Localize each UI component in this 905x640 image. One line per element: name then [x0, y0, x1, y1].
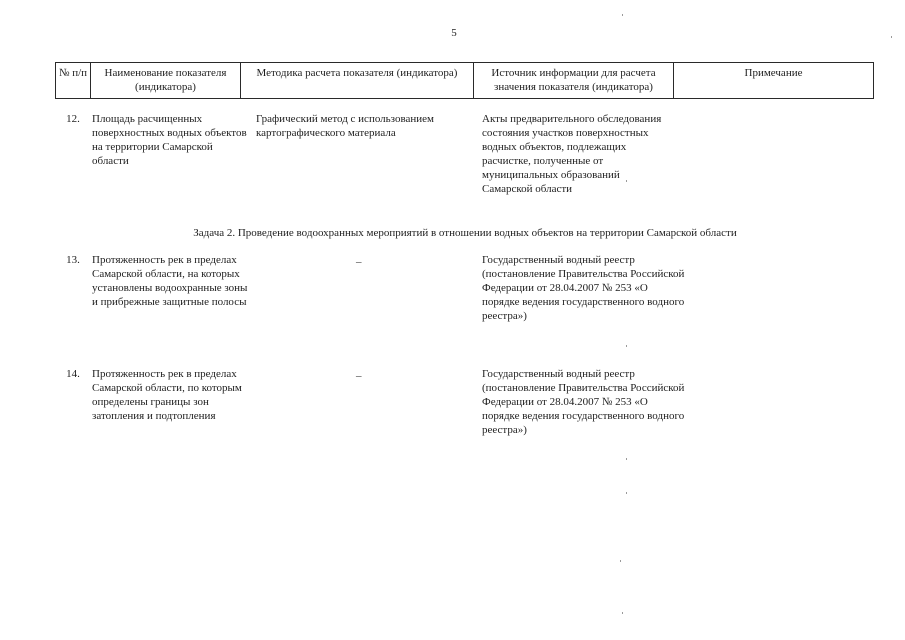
scan-speck [626, 492, 627, 494]
scan-speck [891, 36, 892, 38]
scan-speck [622, 14, 623, 16]
scan-speck [622, 612, 623, 614]
row12-number: 12. [66, 113, 80, 125]
header-number: № п/п [56, 63, 91, 99]
row13-information-source: Государственный водный реестр (постановление Правительства Российской Федерации от 28.04.2007 № 253 «О порядке ведения государственного водного реестра») [482, 254, 685, 322]
header-calculation-method: Методика расчета показателя (индикатора) [241, 63, 474, 99]
row14-number: 14. [66, 368, 80, 380]
scan-speck [626, 345, 627, 347]
table-header [55, 62, 874, 99]
scan-speck [620, 560, 621, 562]
page-number: 5 [451, 27, 457, 39]
header-note: Примечание [674, 63, 874, 99]
task-heading: Задача 2. Проведение водоохранных мероприятий в отношении водных объектов на территории Самарской области [193, 227, 737, 239]
row14-calculation-method: _ [356, 366, 362, 378]
scan-speck [626, 180, 627, 182]
row13-indicator-name: Протяженность рек в пределах Самарской области, на которых установлены водоохранные зоны и прибрежные защитные полосы [92, 254, 248, 308]
row14-indicator-name: Протяженность рек в пределах Самарской области, по которым определены границы зон затопления и подтопления [92, 368, 242, 422]
row13-number: 13. [66, 254, 80, 266]
scan-speck [626, 458, 627, 460]
header-information-source: Источник информации для расчета значения показателя (индикатора) [474, 63, 674, 99]
row12-information-source: Акты предварительного обследования состояния участков поверхностных водных объектов, подлежащих расчистке, полученные от муниципальных образований Самарской области [482, 113, 662, 195]
header-indicator-name: Наименование показателя (индикатора) [91, 63, 241, 99]
row12-indicator-name: Площадь расчищенных поверхностных водных объектов на территории Самарской области [92, 113, 247, 167]
row13-calculation-method: _ [356, 252, 362, 264]
row14-information-source: Государственный водный реестр (постановление Правительства Российской Федерации от 28.04.2007 № 253 «О порядке ведения государственного водного реестра») [482, 368, 685, 436]
row12-calculation-method: Графический метод с использованием картографического материала [256, 113, 435, 139]
